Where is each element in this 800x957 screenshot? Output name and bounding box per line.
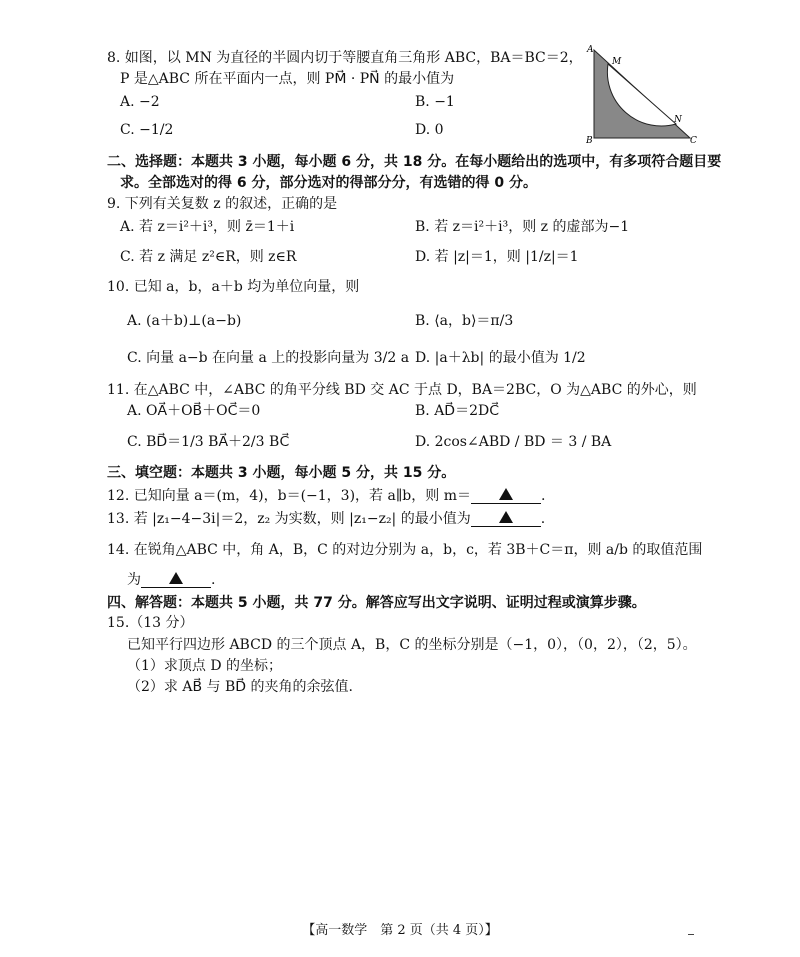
q11-option-b: B. AD⃗＝2DC⃗	[415, 403, 499, 419]
q8-option-d: D. 0	[415, 122, 444, 138]
q9-option-c: C. 若 z 满足 z²∈R，则 z∈R	[120, 249, 297, 265]
triangle-icon	[499, 488, 513, 500]
q8-stem-line2: P 是△ABC 所在平面内一点，则 PM⃗ · PN⃗ 的最小值为	[120, 71, 455, 87]
q13-text: 13. 若 |z₁−4−3i|＝2，z₂ 为实数，则 |z₁−z₂| 的最小值为	[107, 511, 471, 527]
q13-line	[107, 509, 545, 529]
q14-line1: 14. 在锐角△ABC 中，角 A，B，C 的对边分别为 a，b，c，若 3B＋C＝π，则 a/b 的取值范围	[107, 542, 703, 558]
triangle-icon	[169, 572, 183, 584]
q12-answer-blank	[471, 488, 541, 504]
q11-option-c: C. BD⃗＝1/3 BA⃗＋2/3 BC⃗	[127, 434, 290, 450]
q12-text: 12. 已知向量 a＝(m，4)，b＝(−1，3)，若 a∥b，则 m＝	[107, 488, 471, 504]
triangle-icon	[499, 511, 513, 523]
q15-header: 15.（13 分）	[107, 615, 194, 631]
q13-end: .	[540, 511, 546, 527]
q10-option-b: B. ⟨a，b⟩＝π/3	[415, 313, 514, 329]
q12-end: .	[541, 488, 546, 504]
q9-option-a: A. 若 z＝i²＋i³，则 z̄＝1＋i	[120, 219, 295, 235]
fig-label-b: B	[586, 136, 593, 144]
q9-option-d: D. 若 |z|＝1，则 |1/z|＝1	[415, 249, 579, 265]
fig-label-a: A	[587, 45, 594, 55]
q10-option-a: A. (a＋b)⊥(a−b)	[127, 313, 242, 329]
q11-option-a: A. OA⃗＋OB⃗＋OC⃗＝0	[127, 403, 261, 419]
section3-heading: 三、填空题：本题共 3 小题，每小题 5 分，共 15 分。	[107, 465, 456, 481]
q8-option-c: C. −1/2	[120, 122, 174, 138]
q10-option-d: D. |a＋λb| 的最小值为 1/2	[415, 350, 586, 366]
q9-stem: 9. 下列有关复数 z 的叙述，正确的是	[107, 196, 338, 212]
q14-answer-blank	[141, 572, 211, 588]
scan-mark	[688, 934, 694, 935]
page-footer: 【高一数学 第 2 页（共 4 页）】	[302, 923, 498, 938]
q15-stem: 已知平行四边形 ABCD 的三个顶点 A，B，C 的坐标分别是（−1，0），（0，2），（2，5）。	[127, 637, 697, 653]
section2-heading-line2: 求。全部选对的得 6 分，部分选对的得部分分，有选错的得 0 分。	[120, 175, 537, 191]
q10-option-c: C. 向量 a−b 在向量 a 上的投影向量为 3/2 a	[127, 350, 410, 366]
fig-label-c: C	[690, 136, 697, 144]
q14-end: .	[211, 572, 216, 588]
q14-line2	[127, 570, 215, 590]
q8-triangle-figure	[586, 44, 698, 144]
q8-option-a: A. −2	[120, 94, 160, 110]
fig-label-n: N	[674, 115, 682, 125]
q12-line	[107, 486, 545, 506]
q9-option-b: B. 若 z＝i²＋i³，则 z 的虚部为−1	[415, 219, 630, 235]
section2-heading-line1: 二、选择题：本题共 3 小题，每小题 6 分，共 18 分。在每小题给出的选项中，有多项符合题目要	[107, 154, 722, 170]
q10-stem: 10. 已知 a，b，a＋b 均为单位向量，则	[107, 279, 360, 295]
q14-text: 为	[127, 572, 141, 588]
q8-option-b: B. −1	[415, 94, 455, 110]
fig-label-m: M	[612, 57, 622, 67]
q11-option-d: D. 2cos∠ABD / BD ＝ 3 / BA	[415, 434, 612, 450]
q15-part2: （2）求 AB⃗ 与 BD⃗ 的夹角的余弦值.	[127, 679, 353, 695]
q8-stem-line1: 8. 如图，以 MN 为直径的半圆内切于等腰直角三角形 ABC，BA＝BC＝2，	[107, 50, 583, 66]
q15-part1: （1）求顶点 D 的坐标；	[127, 658, 283, 674]
section4-heading: 四、解答题：本题共 5 小题，共 77 分。解答应写出文字说明、证明过程或演算步骤。	[107, 595, 646, 611]
q11-stem: 11. 在△ABC 中，∠ABC 的角平分线 BD 交 AC 于点 D，BA＝2BC，O 为△ABC 的外心，则	[107, 382, 697, 398]
q13-answer-blank	[471, 511, 541, 527]
